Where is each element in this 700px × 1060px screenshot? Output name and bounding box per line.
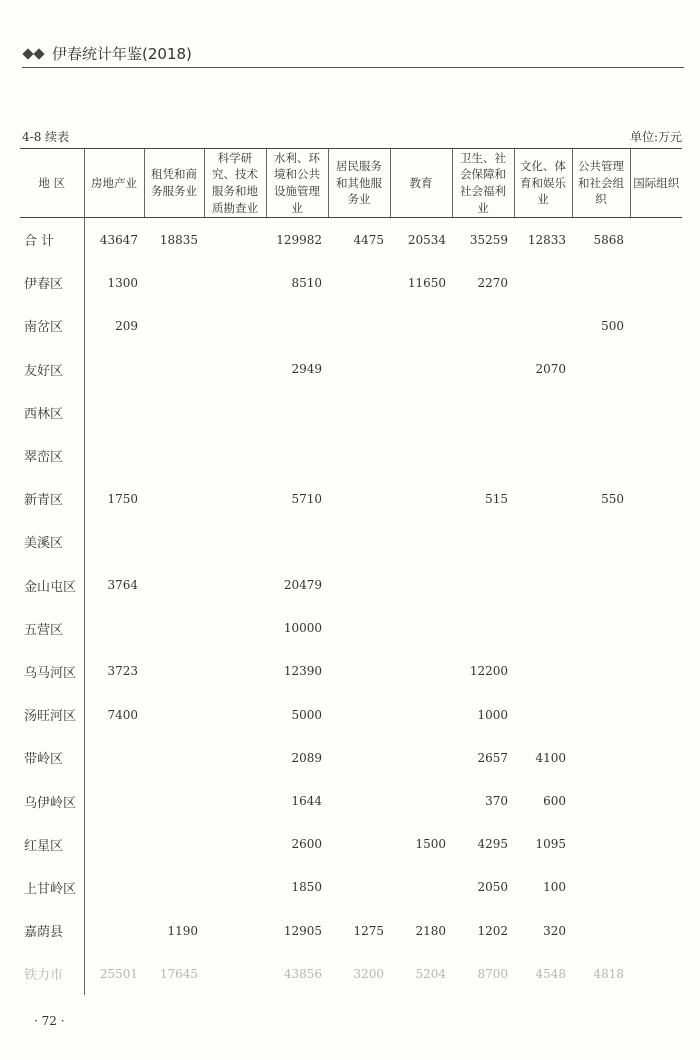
- value-cell: 17645: [159, 966, 198, 981]
- statistics-table: [20, 148, 682, 995]
- value-cell: [390, 520, 452, 563]
- value-cell: [630, 779, 682, 822]
- value-cell: [328, 520, 390, 563]
- value-cell: [630, 909, 682, 952]
- value-cell: [514, 434, 572, 477]
- value-cell: [144, 348, 204, 391]
- table-row: [20, 866, 682, 909]
- value-cell: [390, 693, 452, 736]
- value-cell: [84, 434, 144, 477]
- value-cell: 515: [485, 491, 508, 506]
- table-row: [20, 952, 682, 995]
- table-row: [20, 348, 682, 391]
- value-cell: [630, 564, 682, 607]
- value-cell: [514, 650, 572, 693]
- value-cell: [204, 564, 266, 607]
- diamond-ornament-icon: [22, 48, 46, 60]
- value-cell: [84, 779, 144, 822]
- value-cell: [204, 823, 266, 866]
- value-cell: [514, 693, 572, 736]
- value-cell: [144, 736, 204, 779]
- value-cell: [328, 779, 390, 822]
- table-body: [20, 218, 682, 996]
- region-cell: 五营区: [20, 607, 84, 650]
- value-cell: [266, 391, 328, 434]
- value-cell: [328, 693, 390, 736]
- value-cell: [514, 477, 572, 520]
- table-number: 4-8 续表: [22, 130, 70, 144]
- value-cell: [572, 866, 630, 909]
- value-cell: [390, 304, 452, 347]
- value-cell: [204, 520, 266, 563]
- table-header-row: [20, 149, 682, 218]
- value-cell: 370: [485, 794, 508, 809]
- value-cell: 1202: [477, 923, 508, 938]
- value-cell: 129982: [276, 232, 322, 247]
- value-cell: [204, 218, 266, 262]
- value-cell: [572, 650, 630, 693]
- value-cell: [266, 304, 328, 347]
- value-cell: [390, 866, 452, 909]
- value-cell: 4548: [535, 966, 566, 981]
- value-cell: [390, 736, 452, 779]
- value-cell: [204, 736, 266, 779]
- column-header: 公共管理和社会组织: [572, 149, 630, 218]
- value-cell: [204, 304, 266, 347]
- value-cell: [630, 823, 682, 866]
- value-cell: 18835: [159, 232, 198, 247]
- column-header: 租凭和商务服务业: [144, 149, 204, 218]
- table-row: [20, 779, 682, 822]
- value-cell: [144, 261, 204, 304]
- value-cell: [514, 391, 572, 434]
- region-cell: 友好区: [20, 348, 84, 391]
- region-cell: 西林区: [20, 391, 84, 434]
- column-header: 科学研究、技术服务和地质勘查业: [204, 149, 266, 218]
- value-cell: 12833: [527, 232, 566, 247]
- value-cell: [572, 348, 630, 391]
- value-cell: [630, 348, 682, 391]
- column-header: 国际组织: [630, 149, 682, 218]
- value-cell: 2050: [477, 880, 508, 895]
- value-cell: [452, 434, 514, 477]
- value-cell: [204, 909, 266, 952]
- value-cell: 8510: [291, 275, 322, 290]
- value-cell: [452, 564, 514, 607]
- value-cell: [572, 736, 630, 779]
- value-cell: [84, 823, 144, 866]
- region-cell: 伊春区: [20, 261, 84, 304]
- value-cell: 1095: [535, 837, 566, 852]
- value-cell: [572, 607, 630, 650]
- value-cell: [630, 304, 682, 347]
- value-cell: [204, 434, 266, 477]
- value-cell: [204, 261, 266, 304]
- value-cell: 4475: [353, 232, 384, 247]
- value-cell: [144, 564, 204, 607]
- region-cell: 金山屯区: [20, 564, 84, 607]
- table-row: [20, 736, 682, 779]
- value-cell: 7400: [107, 707, 138, 722]
- value-cell: [390, 348, 452, 391]
- value-cell: [390, 564, 452, 607]
- table-row: [20, 304, 682, 347]
- value-cell: [328, 391, 390, 434]
- value-cell: [572, 391, 630, 434]
- table-row: [20, 823, 682, 866]
- value-cell: [328, 477, 390, 520]
- value-cell: [144, 823, 204, 866]
- value-cell: [144, 477, 204, 520]
- value-cell: [144, 391, 204, 434]
- value-cell: 2600: [291, 837, 322, 852]
- table-row: [20, 520, 682, 563]
- value-cell: [572, 779, 630, 822]
- value-cell: [266, 520, 328, 563]
- value-cell: [572, 564, 630, 607]
- value-cell: [572, 520, 630, 563]
- value-cell: [630, 391, 682, 434]
- value-cell: [266, 434, 328, 477]
- value-cell: 2070: [535, 362, 566, 377]
- value-cell: [328, 866, 390, 909]
- value-cell: 3723: [107, 664, 138, 679]
- value-cell: 35259: [469, 232, 508, 247]
- value-cell: 11650: [407, 275, 446, 290]
- value-cell: 2089: [291, 750, 322, 765]
- value-cell: 4100: [535, 750, 566, 765]
- value-cell: [390, 391, 452, 434]
- column-header: 房地产业: [84, 149, 144, 218]
- value-cell: [204, 693, 266, 736]
- value-cell: [144, 693, 204, 736]
- value-cell: 2180: [415, 923, 446, 938]
- value-cell: [204, 952, 266, 995]
- value-cell: 20479: [283, 578, 322, 593]
- value-cell: 3764: [107, 578, 138, 593]
- value-cell: 1000: [477, 707, 508, 722]
- value-cell: 1644: [291, 794, 322, 809]
- page-header: [22, 40, 682, 70]
- value-cell: [204, 391, 266, 434]
- value-cell: [452, 391, 514, 434]
- value-cell: [328, 261, 390, 304]
- value-cell: [514, 607, 572, 650]
- value-cell: [144, 779, 204, 822]
- value-cell: [84, 391, 144, 434]
- value-cell: [630, 650, 682, 693]
- value-cell: [328, 304, 390, 347]
- value-cell: [514, 520, 572, 563]
- value-cell: 5000: [291, 707, 322, 722]
- value-cell: 3200: [353, 966, 384, 981]
- value-cell: 43647: [99, 232, 138, 247]
- unit-label: 单位:万元: [629, 130, 682, 144]
- value-cell: 25501: [99, 966, 138, 981]
- value-cell: [630, 693, 682, 736]
- value-cell: [390, 477, 452, 520]
- table-row: [20, 391, 682, 434]
- value-cell: [390, 607, 452, 650]
- value-cell: [328, 348, 390, 391]
- value-cell: [630, 520, 682, 563]
- value-cell: [84, 736, 144, 779]
- value-cell: [572, 434, 630, 477]
- value-cell: [514, 304, 572, 347]
- value-cell: [204, 477, 266, 520]
- region-cell: 乌伊岭区: [20, 779, 84, 822]
- value-cell: [328, 434, 390, 477]
- value-cell: [84, 866, 144, 909]
- value-cell: [328, 736, 390, 779]
- value-cell: 12390: [283, 664, 322, 679]
- region-cell: 带岭区: [20, 736, 84, 779]
- value-cell: [514, 261, 572, 304]
- value-cell: 600: [543, 794, 566, 809]
- region-cell: 红星区: [20, 823, 84, 866]
- value-cell: [572, 909, 630, 952]
- value-cell: 1500: [415, 837, 446, 852]
- value-cell: [328, 823, 390, 866]
- book-title: 伊春统计年鉴(2018): [52, 45, 192, 63]
- value-cell: [144, 434, 204, 477]
- value-cell: [630, 434, 682, 477]
- table-row: [20, 564, 682, 607]
- column-header: 水利、环境和公共设施管理业: [266, 149, 328, 218]
- table-row: [20, 261, 682, 304]
- region-cell: 南岔区: [20, 304, 84, 347]
- value-cell: [328, 564, 390, 607]
- value-cell: 2949: [291, 362, 322, 377]
- value-cell: 1190: [167, 923, 198, 938]
- value-cell: [328, 607, 390, 650]
- region-cell: 美溪区: [20, 520, 84, 563]
- value-cell: [514, 564, 572, 607]
- region-cell: 上甘岭区: [20, 866, 84, 909]
- table-row: [20, 607, 682, 650]
- table-row: [20, 909, 682, 952]
- value-cell: 10000: [283, 621, 322, 636]
- value-cell: [630, 261, 682, 304]
- value-cell: 4818: [593, 966, 624, 981]
- value-cell: 320: [543, 923, 566, 938]
- value-cell: 5204: [415, 966, 446, 981]
- region-cell: 汤旺河区: [20, 693, 84, 736]
- column-header: 卫生、社会保障和社会福利业: [452, 149, 514, 218]
- value-cell: [630, 477, 682, 520]
- region-cell: 翠峦区: [20, 434, 84, 477]
- value-cell: [204, 866, 266, 909]
- value-cell: 1750: [107, 491, 138, 506]
- column-header: 居民服务和其他服务业: [328, 149, 390, 218]
- value-cell: [572, 693, 630, 736]
- table-row: [20, 218, 682, 262]
- value-cell: 100: [543, 880, 566, 895]
- value-cell: [630, 607, 682, 650]
- value-cell: 43856: [283, 966, 322, 981]
- region-cell: 乌马河区: [20, 650, 84, 693]
- value-cell: [144, 304, 204, 347]
- region-cell: 新青区: [20, 477, 84, 520]
- value-cell: [452, 607, 514, 650]
- value-cell: 1275: [353, 923, 384, 938]
- value-cell: [452, 304, 514, 347]
- region-cell: 铁力市: [20, 952, 84, 995]
- value-cell: [84, 348, 144, 391]
- page-number: · 72 ·: [34, 1014, 65, 1028]
- value-cell: [204, 650, 266, 693]
- value-cell: [630, 952, 682, 995]
- value-cell: [572, 261, 630, 304]
- value-cell: 1300: [107, 275, 138, 290]
- header-rule: [22, 67, 684, 68]
- value-cell: [630, 866, 682, 909]
- value-cell: [144, 650, 204, 693]
- value-cell: 1850: [291, 880, 322, 895]
- value-cell: 5710: [291, 491, 322, 506]
- value-cell: 4295: [477, 837, 508, 852]
- value-cell: [144, 866, 204, 909]
- value-cell: 12905: [283, 923, 322, 938]
- table-row: [20, 434, 682, 477]
- value-cell: [452, 520, 514, 563]
- value-cell: 500: [601, 318, 624, 333]
- region-cell: 嘉荫县: [20, 909, 84, 952]
- table-row: [20, 477, 682, 520]
- column-header: 教育: [390, 149, 452, 218]
- value-cell: [144, 607, 204, 650]
- value-cell: 12200: [469, 664, 508, 679]
- value-cell: 2657: [477, 750, 508, 765]
- value-cell: 20534: [407, 232, 446, 247]
- value-cell: 8700: [477, 966, 508, 981]
- column-header-region: 地 区: [20, 149, 84, 218]
- region-cell: 合 计: [20, 218, 84, 262]
- value-cell: [328, 650, 390, 693]
- column-header: 文化、体育和娱乐业: [514, 149, 572, 218]
- value-cell: [84, 607, 144, 650]
- value-cell: [84, 520, 144, 563]
- value-cell: 2270: [477, 275, 508, 290]
- value-cell: [572, 823, 630, 866]
- value-cell: [84, 909, 144, 952]
- value-cell: [144, 520, 204, 563]
- value-cell: 550: [601, 491, 624, 506]
- value-cell: [204, 779, 266, 822]
- value-cell: [630, 218, 682, 262]
- value-cell: [204, 348, 266, 391]
- value-cell: [390, 779, 452, 822]
- value-cell: [452, 348, 514, 391]
- value-cell: [204, 607, 266, 650]
- table-row: [20, 693, 682, 736]
- table-row: [20, 650, 682, 693]
- value-cell: [390, 434, 452, 477]
- value-cell: 5868: [593, 232, 624, 247]
- value-cell: [630, 736, 682, 779]
- value-cell: [390, 650, 452, 693]
- value-cell: 209: [115, 318, 138, 333]
